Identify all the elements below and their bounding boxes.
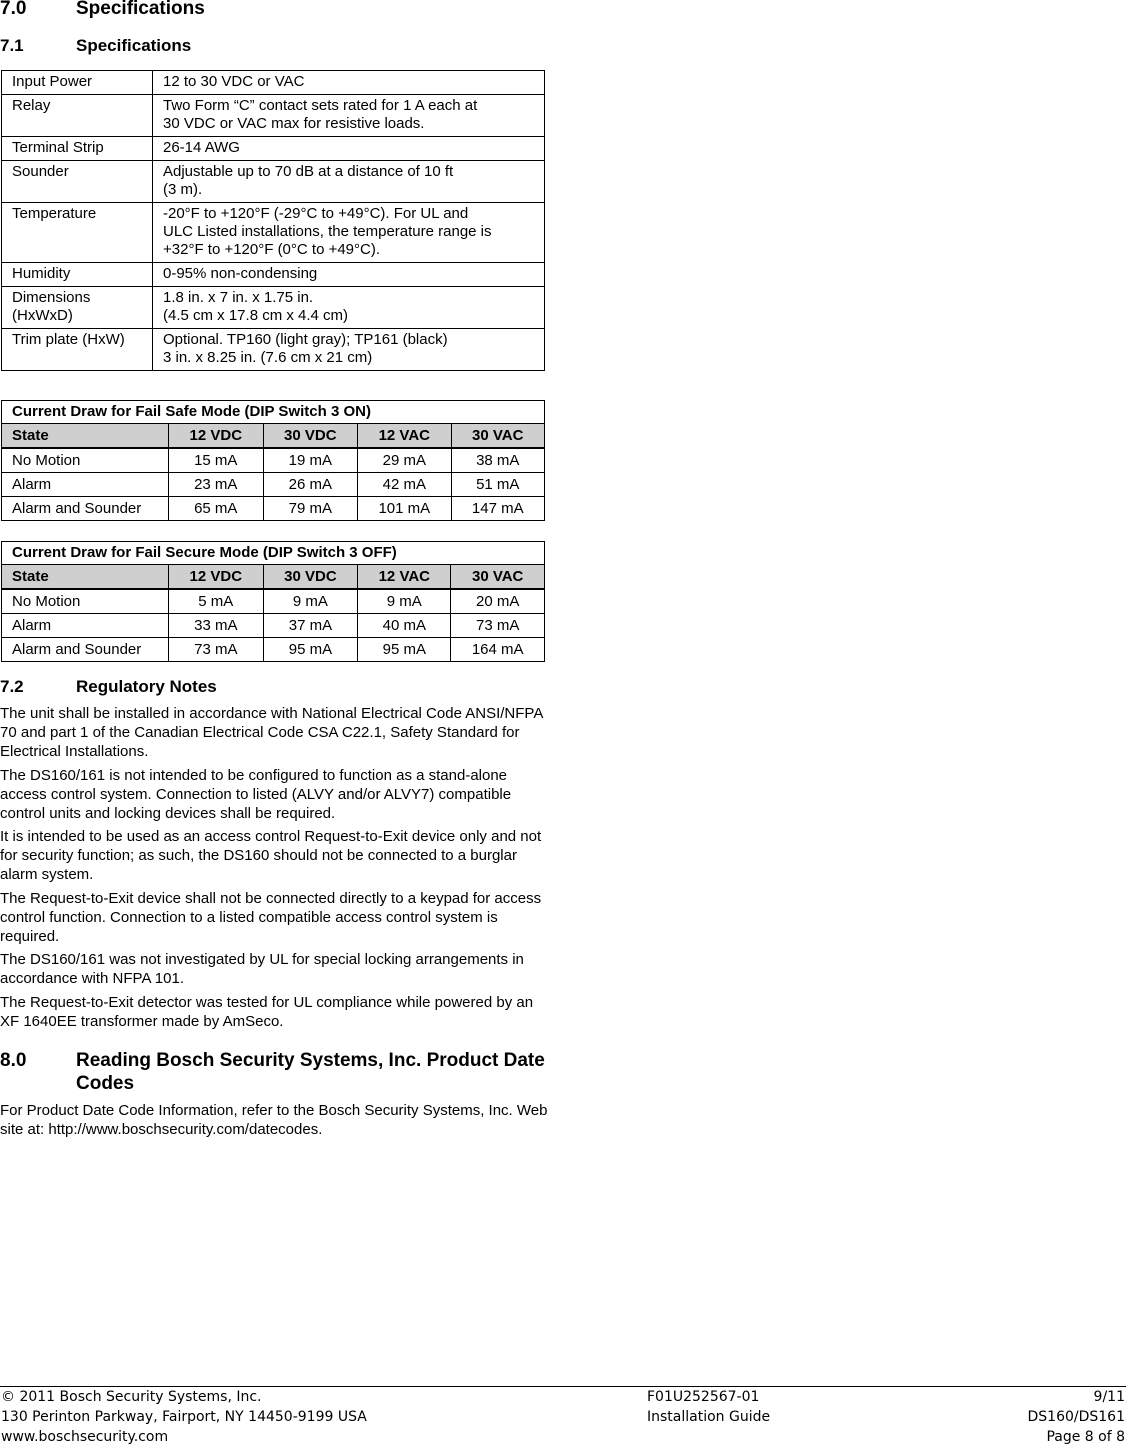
- current-cell: 65 mA: [169, 497, 264, 521]
- regulatory-paragraph: The unit shall be installed in accordance with National Electrical Code ANSI/NFPA 70 and part 1 of the Canadian Electrical Code CSA C22.1, Safety Standard for Electrical Installations.: [0, 705, 543, 761]
- spec-label: Humidity: [2, 263, 153, 287]
- current-cell: 9 mA: [358, 589, 451, 614]
- spec-label: Dimensions (HxWxD): [2, 287, 153, 329]
- spec-row: [2, 137, 545, 161]
- section-7-2-heading: [0, 677, 217, 697]
- spec-label: Terminal Strip: [2, 137, 153, 161]
- spec-label: Relay: [2, 95, 153, 137]
- footer-copyright: © 2011 Bosch Security Systems, Inc.: [1, 1389, 262, 1405]
- column-header: 12 VAC: [358, 565, 451, 590]
- current-cell: 79 mA: [263, 497, 358, 521]
- specifications-table: [1, 70, 545, 371]
- footer-model: DS160/DS161: [1027, 1409, 1125, 1425]
- state-cell: Alarm: [2, 473, 169, 497]
- section-title: Specifications: [76, 36, 192, 55]
- current-cell: 26 mA: [263, 473, 358, 497]
- state-cell: Alarm and Sounder: [2, 497, 169, 521]
- spec-value: 26-14 AWG: [153, 137, 545, 161]
- spec-label: Temperature: [2, 203, 153, 263]
- footer-document-number: F01U252567-01: [647, 1389, 760, 1405]
- column-header: 12 VDC: [169, 424, 264, 449]
- footer-row: [0, 1407, 1126, 1427]
- current-cell: 40 mA: [358, 614, 451, 638]
- state-cell: No Motion: [2, 448, 169, 473]
- section-number: 7.0: [0, 0, 27, 19]
- spec-value: Two Form “C” contact sets rated for 1 A each at 30 VDC or VAC max for resistive loads.: [153, 95, 545, 137]
- current-cell: 29 mA: [358, 448, 451, 473]
- spec-value: -20°F to +120°F (-29°C to +49°C). For UL and ULC Listed installations, the temperature range is +32°F to +120°F (0°C to +49°C).: [153, 203, 545, 263]
- column-header: 30 VDC: [263, 565, 358, 590]
- state-cell: No Motion: [2, 589, 169, 614]
- column-header: 12 VDC: [169, 565, 264, 590]
- current-cell: 38 mA: [451, 448, 544, 473]
- spec-label: Trim plate (HxW): [2, 329, 153, 371]
- spec-value: 0-95% non-condensing: [153, 263, 545, 287]
- footer-row: [0, 1387, 1126, 1407]
- table-header-row: [2, 424, 545, 449]
- spec-row: [2, 161, 545, 203]
- fail-safe-current-table: [1, 400, 545, 521]
- current-cell: 101 mA: [358, 497, 451, 521]
- spec-row: [2, 71, 545, 95]
- table-caption: Current Draw for Fail Secure Mode (DIP Switch 3 OFF): [2, 542, 545, 565]
- regulatory-paragraph: The DS160/161 was not investigated by UL for special locking arrangements in accordance with NFPA 101.: [0, 951, 524, 988]
- section-number: 7.2: [0, 677, 24, 696]
- footer-page-number: Page 8 of 8: [1046, 1429, 1125, 1445]
- spec-row: [2, 287, 545, 329]
- table-row: [2, 614, 545, 638]
- footer-address: 130 Perinton Parkway, Fairport, NY 14450-9199 USA: [1, 1409, 367, 1425]
- spec-value: Adjustable up to 70 dB at a distance of 10 ft (3 m).: [153, 161, 545, 203]
- section-7-1-heading: [0, 36, 191, 56]
- table-row: [2, 497, 545, 521]
- footer-website: www.boschsecurity.com: [1, 1429, 169, 1445]
- table-caption: Current Draw for Fail Safe Mode (DIP Switch 3 ON): [2, 401, 545, 424]
- section-title: Regulatory Notes: [76, 677, 217, 696]
- spec-label: Sounder: [2, 161, 153, 203]
- spec-row: [2, 95, 545, 137]
- column-header: 30 VAC: [451, 424, 544, 449]
- current-cell: 33 mA: [169, 614, 264, 638]
- current-cell: 51 mA: [451, 473, 544, 497]
- current-cell: 20 mA: [451, 589, 545, 614]
- footer-date: 9/11: [1093, 1389, 1125, 1405]
- current-cell: 23 mA: [169, 473, 264, 497]
- page-footer: [0, 1386, 1126, 1447]
- state-cell: Alarm and Sounder: [2, 638, 169, 662]
- table-header-row: [2, 565, 545, 590]
- date-code-paragraph: For Product Date Code Information, refer to the Bosch Security Systems, Inc. Web site at: http://www.boschsecurity.com/datecodes.: [0, 1102, 548, 1139]
- section-number: 8.0: [0, 1050, 27, 1071]
- spec-row: [2, 263, 545, 287]
- footer-spacer: [647, 1427, 997, 1447]
- column-header: 12 VAC: [358, 424, 451, 449]
- current-cell: 95 mA: [358, 638, 451, 662]
- column-header: 30 VAC: [451, 565, 545, 590]
- current-cell: 164 mA: [451, 638, 545, 662]
- spec-value: 12 to 30 VDC or VAC: [153, 71, 545, 95]
- current-cell: 42 mA: [358, 473, 451, 497]
- table-row: [2, 448, 545, 473]
- spec-row: [2, 203, 545, 263]
- column-header: 30 VDC: [263, 424, 358, 449]
- section-title: Reading Bosch Security Systems, Inc. Product Date Codes: [76, 1050, 545, 1094]
- section-title: Specifications: [76, 0, 205, 19]
- state-cell: Alarm: [2, 614, 169, 638]
- spec-row: [2, 329, 545, 371]
- regulatory-paragraph: It is intended to be used as an access control Request-to-Exit device only and not for security function; as such, the DS160 should not be connected to a burglar alarm system.: [0, 828, 542, 884]
- spec-value: 1.8 in. x 7 in. x 1.75 in. (4.5 cm x 17.8 cm x 4.4 cm): [153, 287, 545, 329]
- footer-row: [0, 1427, 1126, 1447]
- spec-label: Input Power: [2, 71, 153, 95]
- table-row: [2, 473, 545, 497]
- regulatory-paragraph: The Request-to-Exit detector was tested for UL compliance while powered by an XF 1640EE transformer made by AmSeco.: [0, 994, 534, 1031]
- current-cell: 19 mA: [263, 448, 358, 473]
- regulatory-paragraph: The Request-to-Exit device shall not be connected directly to a keypad for access control function. Connection to a listed compatible access control system is required.: [0, 890, 542, 946]
- footer-document-type: Installation Guide: [647, 1409, 771, 1425]
- table-row: [2, 638, 545, 662]
- fail-secure-current-table: [1, 541, 545, 662]
- current-cell: 37 mA: [263, 614, 358, 638]
- table-row: [2, 589, 545, 614]
- column-header: State: [2, 424, 169, 449]
- current-cell: 73 mA: [451, 614, 545, 638]
- section-8-heading: [0, 1049, 548, 1095]
- section-7-heading: [0, 0, 205, 20]
- current-cell: 5 mA: [169, 589, 264, 614]
- current-cell: 9 mA: [263, 589, 358, 614]
- spec-value: Optional. TP160 (light gray); TP161 (black) 3 in. x 8.25 in. (7.6 cm x 21 cm): [153, 329, 545, 371]
- column-header: State: [2, 565, 169, 590]
- current-cell: 95 mA: [263, 638, 358, 662]
- current-cell: 73 mA: [169, 638, 264, 662]
- regulatory-paragraph: The DS160/161 is not intended to be configured to function as a stand-alone access control system. Connection to listed (ALVY and/or ALVY7) compatible control units and locking devices shall be required.: [0, 767, 512, 823]
- section-number: 7.1: [0, 36, 24, 55]
- current-cell: 147 mA: [451, 497, 544, 521]
- current-cell: 15 mA: [169, 448, 264, 473]
